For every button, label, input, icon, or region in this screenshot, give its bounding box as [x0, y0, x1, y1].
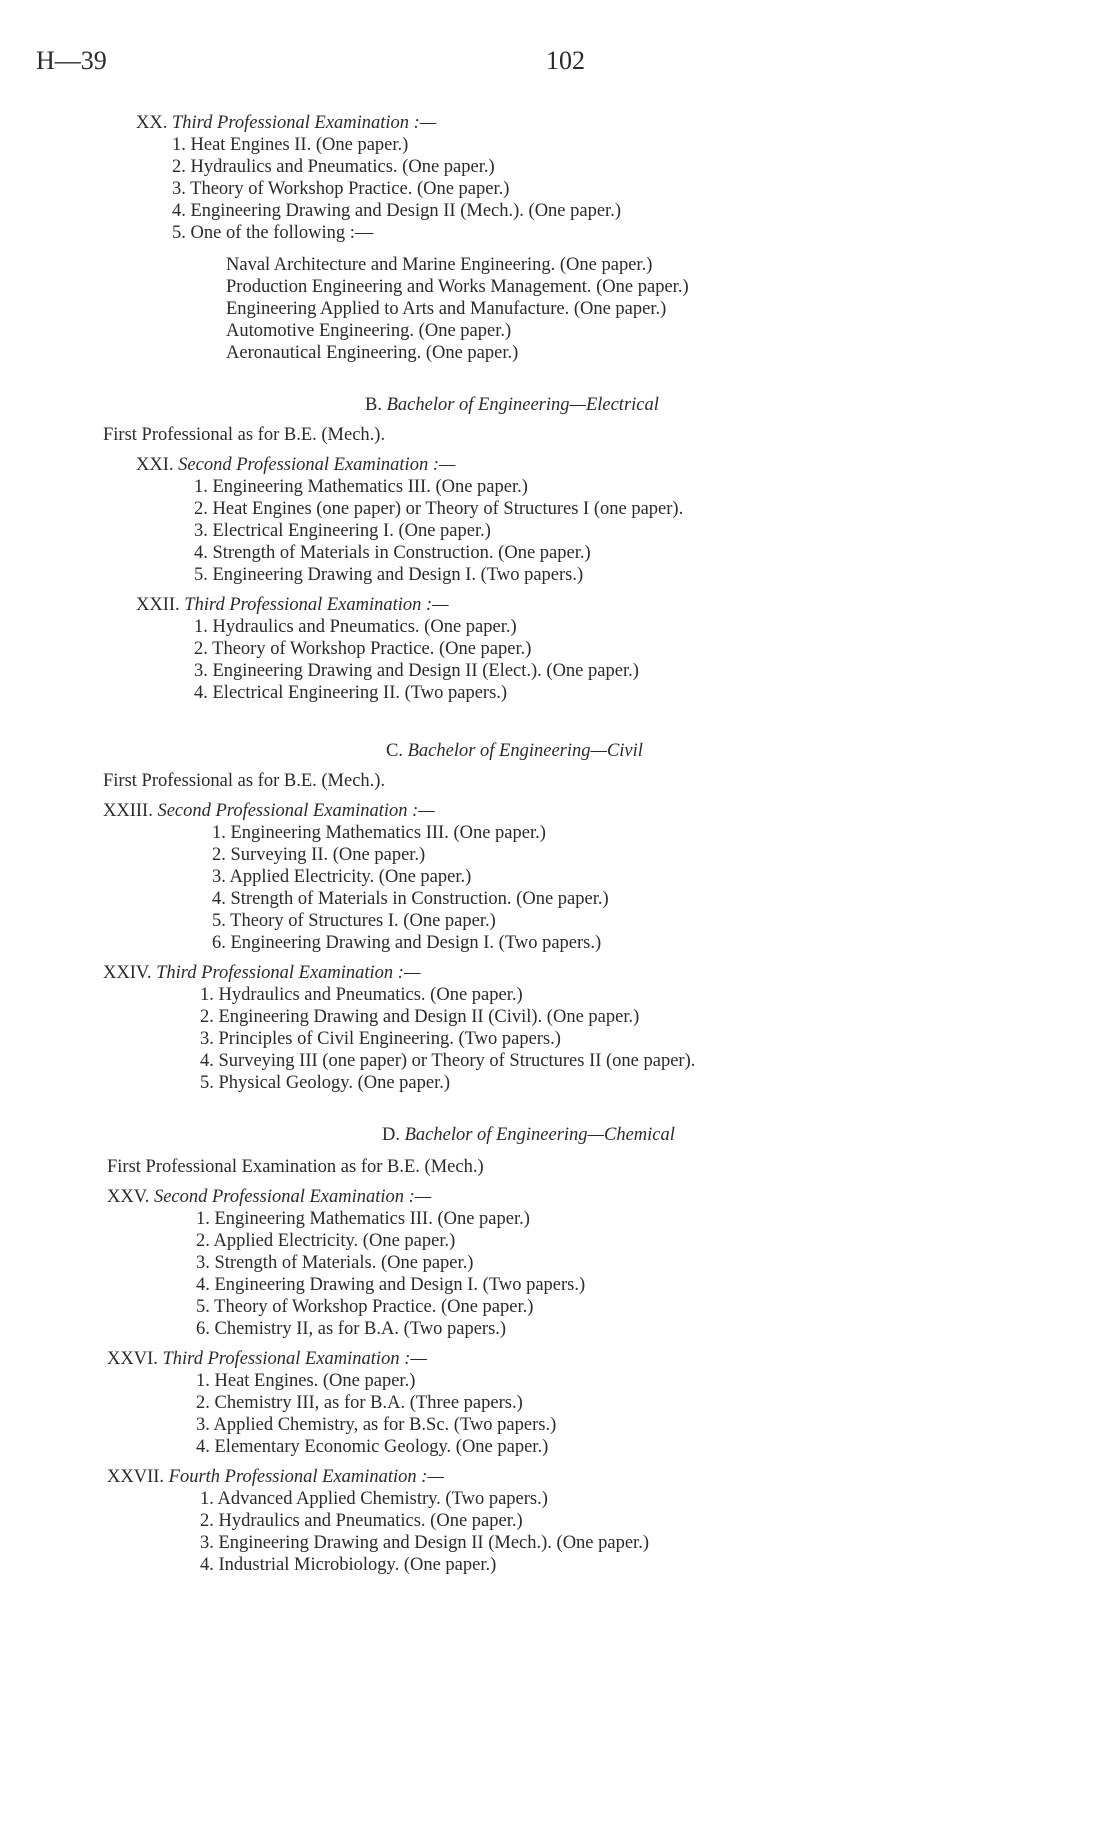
list-item: 2. Heat Engines (one paper) or Theory of Structures I (one paper). [194, 499, 684, 519]
list-item: 5. One of the following :— [172, 223, 374, 243]
list-item: 1. Heat Engines. (One paper.) [196, 1371, 416, 1391]
section-title: Second Professional Examination :— [178, 455, 456, 475]
section-title: Second Professional Examination :— [153, 1187, 432, 1207]
list-item: 1. Engineering Mathematics III. (One paper.) [212, 823, 546, 843]
section-label: XXVII. [107, 1467, 165, 1487]
list-item: 4. Engineering Drawing and Design I. (Two papers.) [196, 1275, 586, 1295]
list-item: 4. Surveying III (one paper) or Theory of Structures II (one paper). [200, 1051, 696, 1071]
list-item: 4. Engineering Drawing and Design II (Mech.). (One paper.) [172, 201, 621, 221]
first-professional-note: First Professional as for B.E. (Mech.). [103, 771, 386, 791]
list-item: 4. Electrical Engineering II. (Two papers.) [194, 683, 508, 703]
heading-letter: C. [386, 741, 403, 761]
list-item: 5. Engineering Drawing and Design I. (Two papers.) [194, 565, 584, 585]
list-item: 4. Elementary Economic Geology. (One paper.) [196, 1437, 549, 1457]
section-heading-xxiv [103, 962, 420, 984]
list-item: 3. Applied Chemistry, as for B.Sc. (Two papers.) [196, 1415, 557, 1435]
section-label: XXVI. [107, 1349, 158, 1369]
list-item: 2. Surveying II. (One paper.) [212, 845, 426, 865]
section-heading-xxv [107, 1186, 431, 1208]
list-item: 3. Principles of Civil Engineering. (Two papers.) [200, 1029, 561, 1049]
document-code: H—39 [36, 46, 107, 75]
section-label: XXII. [136, 595, 180, 615]
section-label: XXIII. [103, 801, 153, 821]
heading-title: Bachelor of Engineering—Civil [407, 741, 643, 761]
list-item: 2. Theory of Workshop Practice. (One paper.) [194, 639, 532, 659]
degree-heading-civil [386, 740, 643, 762]
option-item: Aeronautical Engineering. (One paper.) [226, 343, 519, 363]
list-item: 1. Engineering Mathematics III. (One paper.) [196, 1209, 530, 1229]
section-label: XXI. [136, 455, 174, 475]
list-item: 1. Hydraulics and Pneumatics. (One paper.) [194, 617, 517, 637]
list-item: 2. Chemistry III, as for B.A. (Three papers.) [196, 1393, 523, 1413]
list-item: 6. Chemistry II, as for B.A. (Two papers.) [196, 1319, 507, 1339]
list-item: 4. Industrial Microbiology. (One paper.) [200, 1555, 497, 1575]
heading-letter: B. [365, 395, 382, 415]
section-heading-xx [136, 112, 436, 134]
section-title: Third Professional Examination :— [162, 1349, 427, 1369]
list-item: 2. Applied Electricity. (One paper.) [196, 1231, 456, 1251]
list-item: 3. Engineering Drawing and Design II (Mech.). (One paper.) [200, 1533, 649, 1553]
section-heading-xxvi [107, 1348, 427, 1370]
section-title: Third Professional Examination :— [171, 113, 437, 133]
list-item: 1. Heat Engines II. (One paper.) [172, 135, 409, 155]
list-item: 1. Hydraulics and Pneumatics. (One paper.) [200, 985, 523, 1005]
degree-heading-electrical [365, 394, 659, 416]
section-title: Second Professional Examination :— [157, 801, 435, 821]
heading-letter: D. [382, 1125, 400, 1145]
list-item: 3. Theory of Workshop Practice. (One paper.) [172, 179, 510, 199]
section-heading-xxi [136, 454, 455, 476]
list-item: 3. Engineering Drawing and Design II (Elect.). (One paper.) [194, 661, 639, 681]
list-item: 4. Strength of Materials in Construction. (One paper.) [194, 543, 591, 563]
list-item: 5. Physical Geology. (One paper.) [200, 1073, 451, 1093]
list-item: 3. Electrical Engineering I. (One paper.) [194, 521, 491, 541]
section-title: Third Professional Examination :— [184, 595, 449, 615]
list-item: 2. Hydraulics and Pneumatics. (One paper.) [200, 1511, 523, 1531]
list-item: 1. Advanced Applied Chemistry. (Two papers.) [200, 1489, 548, 1509]
degree-heading-chemical [382, 1124, 675, 1146]
option-item: Production Engineering and Works Management. (One paper.) [226, 277, 689, 297]
option-item: Engineering Applied to Arts and Manufacture. (One paper.) [226, 299, 667, 319]
first-professional-note: First Professional Examination as for B.E. (Mech.) [107, 1157, 484, 1177]
section-heading-xxvii [107, 1466, 444, 1488]
page-number: 102 [546, 46, 585, 75]
section-label: XXIV. [103, 963, 152, 983]
section-title: Fourth Professional Examination :— [168, 1467, 444, 1487]
section-title: Third Professional Examination :— [156, 963, 421, 983]
option-item: Automotive Engineering. (One paper.) [226, 321, 512, 341]
list-item: 3. Strength of Materials. (One paper.) [196, 1253, 474, 1273]
section-heading-xxii [136, 594, 449, 616]
heading-title: Bachelor of Engineering—Chemical [404, 1125, 675, 1145]
list-item: 4. Strength of Materials in Construction. (One paper.) [212, 889, 609, 909]
list-item: 2. Engineering Drawing and Design II (Civil). (One paper.) [200, 1007, 640, 1027]
first-professional-note: First Professional as for B.E. (Mech.). [103, 425, 386, 445]
list-item: 3. Applied Electricity. (One paper.) [212, 867, 472, 887]
option-item: Naval Architecture and Marine Engineering. (One paper.) [226, 255, 653, 275]
section-label: XXV. [107, 1187, 150, 1207]
section-heading-xxiii [103, 800, 435, 822]
heading-title: Bachelor of Engineering—Electrical [386, 395, 659, 415]
list-item: 2. Hydraulics and Pneumatics. (One paper.) [172, 157, 495, 177]
list-item: 5. Theory of Workshop Practice. (One paper.) [196, 1297, 534, 1317]
section-label: XX. [136, 113, 168, 133]
list-item: 6. Engineering Drawing and Design I. (Two papers.) [212, 933, 602, 953]
list-item: 1. Engineering Mathematics III. (One paper.) [194, 477, 528, 497]
list-item: 5. Theory of Structures I. (One paper.) [212, 911, 496, 931]
